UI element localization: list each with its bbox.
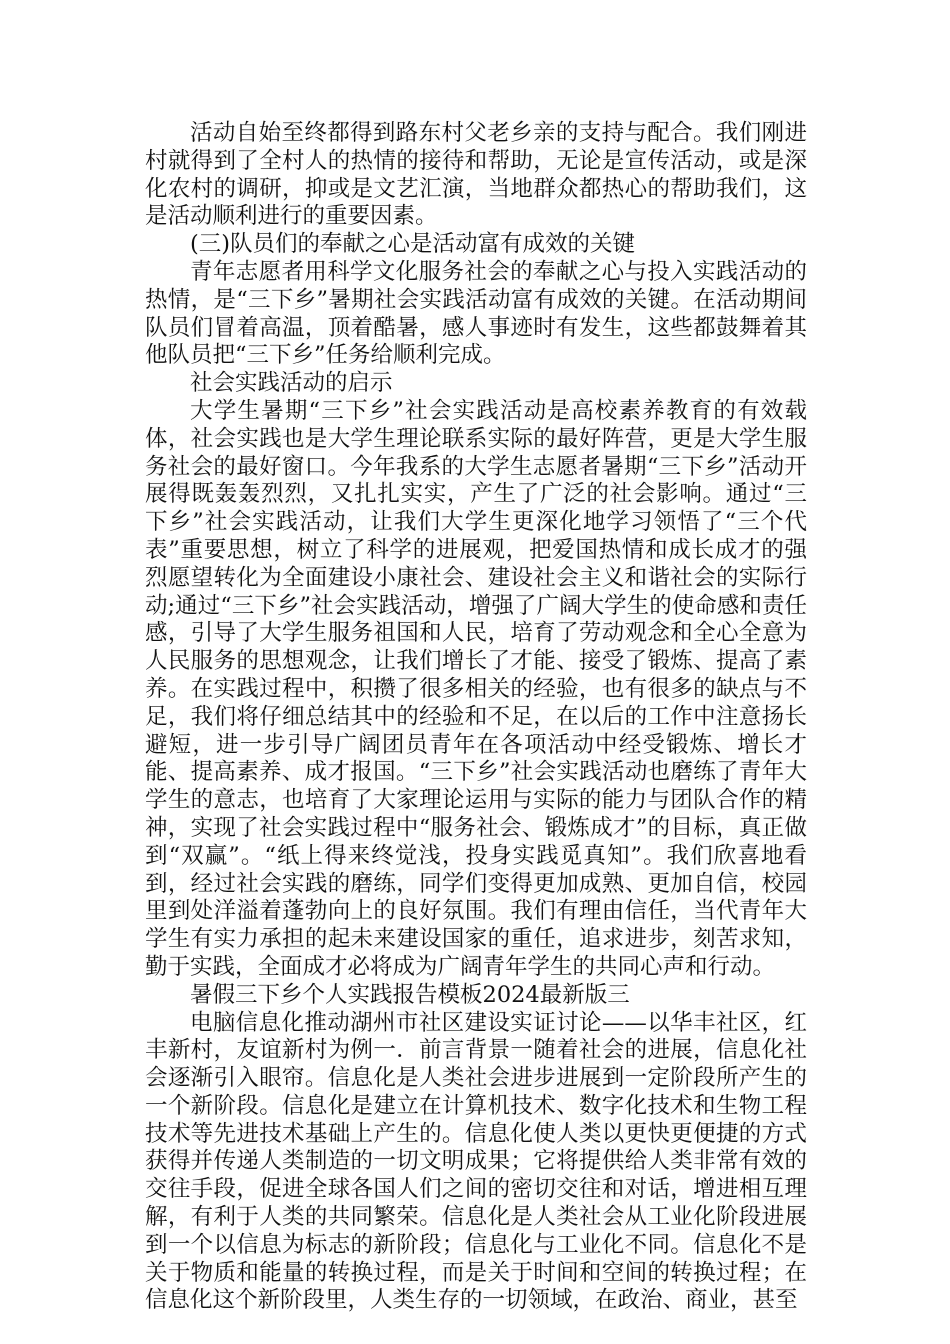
heading-practice-insights: 社会实践活动的启示 [190, 370, 393, 397]
paragraph-village-support: 活动自始至终都得到路东村父老乡亲的支持与配合。我们刚进村就得到了全村人的热情的接待和帮助，无论是宣传活动，或是深化农村的调研，抑或是文艺汇演，当地群众都热心的帮助我们，这是活动顺利进行的重要因素。 [145, 120, 807, 230]
heading-dedication: (三)队员们的奉献之心是活动富有成效的关键 [190, 231, 636, 258]
paragraph-volunteer-dedication: 青年志愿者用科学文化服务社会的奉献之心与投入实践活动的热情，是“三下乡”暑期社会实践活动富有成效的关键。在活动期间队员们冒着高温，顶着酷暑，感人事迹时有发生，这些都鼓舞着其他队员把“三下乡”任务给顺利完成。 [145, 258, 807, 369]
paragraph-informatization: 电脑信息化推动湖州市社区建设实证讨论——以华丰社区，红丰新村，友谊新村为例一．前言背景一随着社会的进展，信息化社会逐渐引入眼帘。信息化是人类社会进步进展到一定阶段所产生的一个新阶段。信息化是建立在计算机技术、数字化技术和生物工程技术等先进技术基础上产生的。信息化使人类以更快更便捷的方式获得并传递人类制造的一切文明成果；它将提供给人类非常有效的交往手段，促进全球各国人们之间的密切交往和对话，增进相互理解，有利于人类的共同繁荣。信息化是人类社会从工业化阶段进展到一个以信息为标志的新阶段；信息化与工业化不同。信息化不是关于物质和能量的转换过程，而是关于时间和空间的转换过程；在信息化这个新阶段里，人类生存的一切领域，在政治、商业，甚至 [145, 1009, 807, 1314]
heading-report-template: 暑假三下乡个人实践报告模板2024最新版三 [190, 981, 630, 1008]
paragraph-practice-insights: 大学生暑期“三下乡”社会实践活动是高校素养教育的有效载体，社会实践也是大学生理论联系实际的最好阵营，更是大学生服务社会的最好窗口。今年我系的大学生志愿者暑期“三下乡”活动开展得既轰轰烈烈，又扎扎实实，产生了广泛的社会影响。通过“三下乡”社会实践活动，让我们大学生更深化地学习领悟了“三个代表”重要思想，树立了科学的进展观，把爱国热情和成长成才的强烈愿望转化为全面建设小康社会、建设社会主义和谐社会的实际行动;通过“三下乡”社会实践活动，增强了广阔大学生的使命感和责任感，引导了大学生服务祖国和人民，培育了劳动观念和全心全意为人民服务的思想观念，让我们增长了才能、接受了锻炼、提高了素养。在实践过程中，积攒了很多相关的经验，也有很多的缺点与不足，我们将仔细总结其中的经验和不足，在以后的工作中注意扬长避短，进一步引导广阔团员青年在各项活动中经受锻炼、增长才能、提高素养、成才报国。“三下乡”社会实践活动也磨练了青年大学生的意志，也培育了大家理论运用与实际的能力与团队合作的精神，实现了社会实践过程中“服务社会、锻炼成才”的目标，真正做到“双赢”。“纸上得来终觉浅，投身实践觅真知”。我们欣喜地看到，经过社会实践的磨练，同学们变得更加成熟、更加自信，校园里到处洋溢着蓬勃向上的良好氛围。我们有理由信任，当代青年大学生有实力承担的起未来建设国家的重任，追求进步，刻苦求知，勤于实践，全面成才必将成为广阔青年学生的共同心声和行动。 [145, 397, 807, 980]
document-page [145, 120, 807, 1315]
